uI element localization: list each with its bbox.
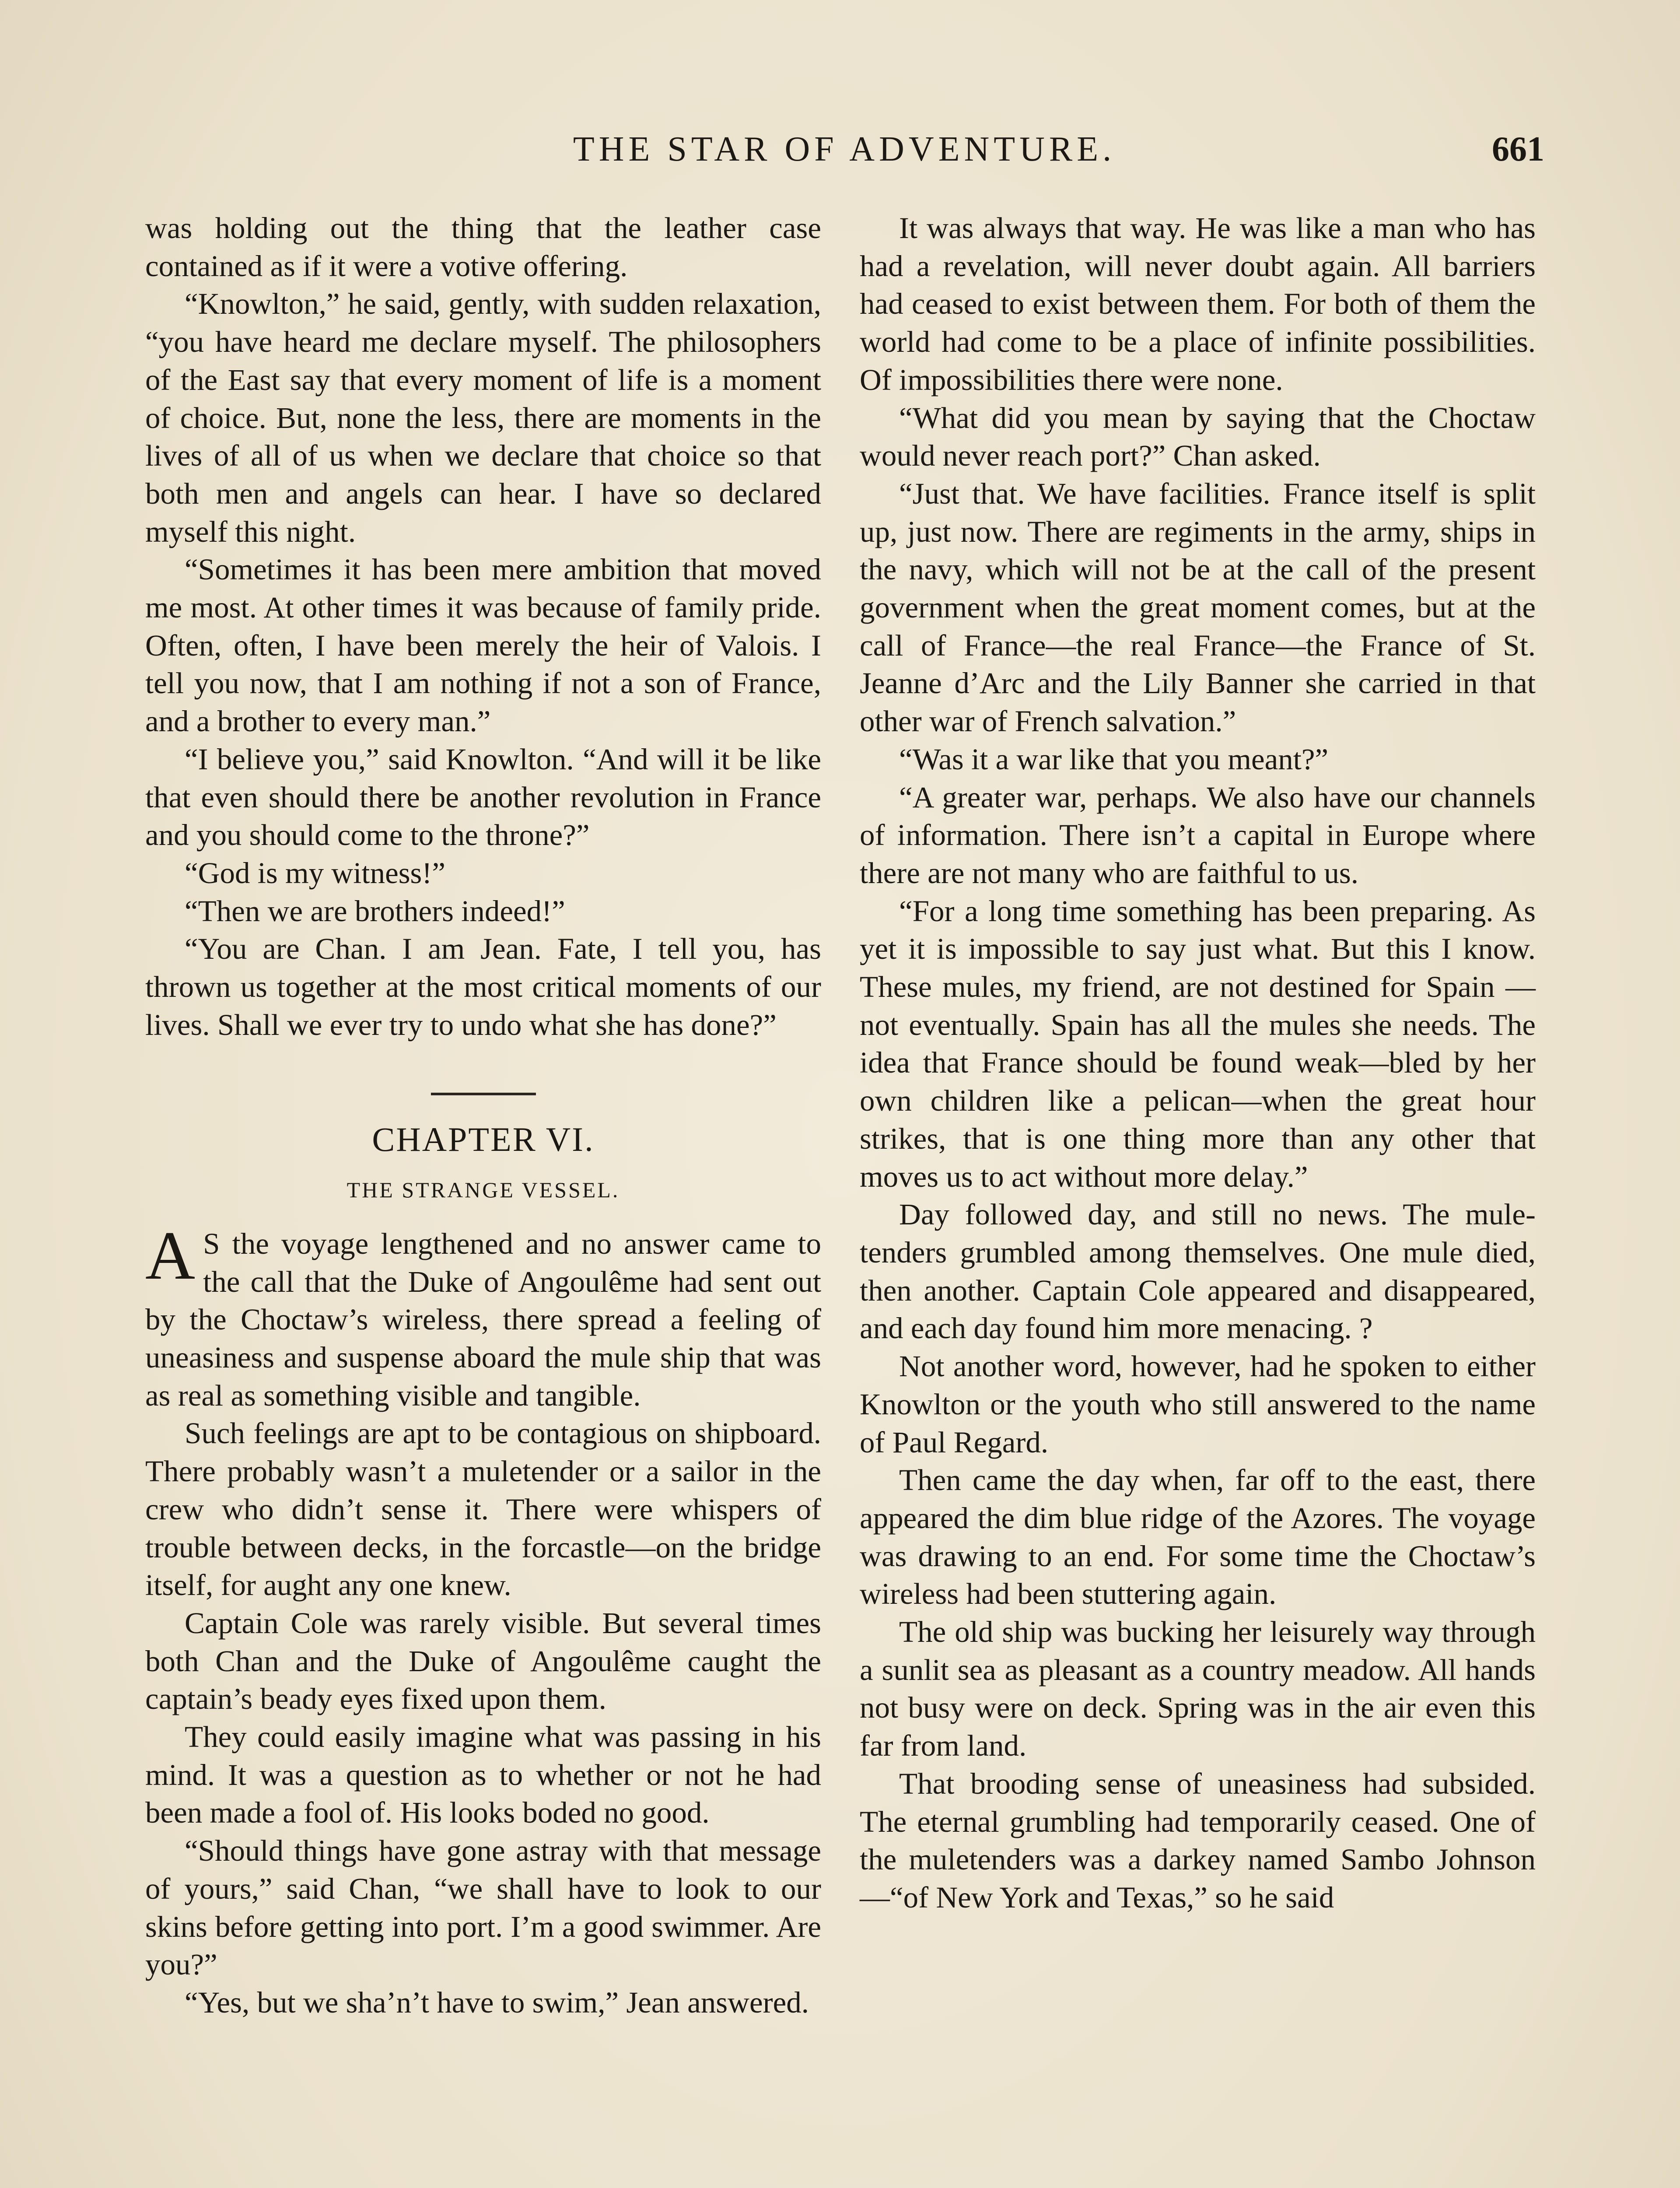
left-column — [145, 209, 821, 2022]
paragraph: Captain Cole was rarely visible. But several times both Chan and the Duke of Angoulême caught the captain’s beady eyes fixed upon them. — [145, 1606, 821, 1716]
paragraph: “For a long time something has been preparing. As yet it is impossible to say just what. But this I know. These mules, my friend, are not destined for Spain — not eventually. Spain has all the mules she needs. The idea that France should be found weak—bled by her own children like a pelican—when the great hour strikes, that is one thing more than any other that moves us to act without more delay.” — [860, 894, 1536, 1193]
paragraph: They could easily imagine what was passing in his mind. It was a question as to whether or not he had been made a fool of. His looks boded no good. — [145, 1720, 821, 1830]
paragraph: Such feelings are apt to be contagious on shipboard. There probably wasn’t a muletender or a sailor in the crew who didn’t sense it. There were whispers of trouble between decks, in the forcastle—on the bridge itself, for aught any one knew. — [145, 1417, 821, 1602]
paragraph: “Just that. We have facilities. France itself is split up, just now. There are regiments in the army, ships in the navy, which will not be at the call of the present government when the great moment comes, but at the call of France—the real France—the France of St. Jeanne d’Arc and the Lily Banner she carried in that other war of French salvation.” — [860, 477, 1536, 738]
paragraph: Not another word, however, had he spoken to either Knowlton or the youth who still answered to the name of Paul Regard. — [860, 1350, 1536, 1459]
paragraph: The old ship was bucking her leisurely way through a sunlit sea as pleasant as a country meadow. All hands not busy were on deck. Spring was in the air even this far from land. — [860, 1615, 1536, 1763]
paragraph: “Then we are brothers indeed!” — [185, 894, 565, 928]
chapter-opening-paragraph — [145, 1217, 821, 1415]
paragraph: “Should things have gone astray with that message of yours,” said Chan, “we shall have to look to our skins before getting into port. I’m a good swimmer. Are you?” — [145, 1834, 821, 1981]
chapter-subtitle: THE STRANGE VESSEL. — [346, 1178, 620, 1203]
page-header — [144, 130, 1544, 178]
paragraph: “What did you mean by saying that the Choctaw would never reach port?” Chan asked. — [860, 401, 1536, 473]
paragraph: “Knowlton,” he said, gently, with sudden relaxation, “you have heard me declare myself. The philosophers of the East say that every moment of life is a moment of choice. But, none the less, there are moments in the lives of all of us when we declare that choice so that both men and angels can hear. I have so declared myself this night. — [145, 287, 821, 548]
paragraph: “I believe you,” said Knowlton. “And will it be like that even should there be another revolution in France and you should come to the throne?” — [145, 742, 821, 852]
opening-text: S the voyage lengthened and no answer came to the call that the Duke of Angoulême had sent out by the Choctaw’s wireless, there spread a feeling of uneasiness and suspense aboard the mule ship that was as real as something visible and tangible. — [145, 1227, 821, 1412]
page-number: 661 — [1492, 130, 1544, 168]
paragraph: “Yes, but we sha’n’t have to swim,” Jean answered. — [185, 1985, 809, 2019]
paragraph: That brooding sense of uneasiness had subsided. The eternal grumbling had temporarily ceased. One of the muletenders was a darkey named Sambo Johnson—“of New York and Texas,” so he said — [860, 1767, 1536, 1914]
paragraph: “Was it a war like that you meant?” — [899, 742, 1329, 776]
paragraph: “A greater war, perhaps. We also have our channels of information. There isn’t a capital in Europe where there are not many who are faithful to us. — [860, 780, 1536, 890]
paragraph: “God is my witness!” — [185, 856, 446, 890]
drop-cap: A — [145, 1217, 196, 1294]
chapter-title: CHAPTER VI. — [372, 1120, 595, 1159]
running-title: THE STAR OF ADVENTURE. — [573, 130, 1116, 168]
paragraph: “You are Chan. I am Jean. Fate, I tell you, has thrown us together at the most critical moments of our lives. Shall we ever try to undo what she has done?” — [145, 932, 821, 1041]
paragraph: Day followed day, and still no news. The mule-tenders grumbled among themselves. One mule died, then another. Captain Cole appeared and disappeared, and each day found him more menacing. ? — [860, 1198, 1536, 1345]
paragraph: Then came the day when, far off to the east, there appeared the dim blue ridge of the Azores. The voyage was drawing to an end. For some time the Choctaw’s wireless had been stuttering again. — [860, 1463, 1536, 1611]
paragraph: was holding out the thing that the leather case contained as if it were a votive offering. — [145, 211, 821, 283]
section-divider — [431, 1093, 536, 1095]
paragraph: It was always that way. He was like a man who has had a revelation, will never doubt again. All barriers had ceased to exist between them. For both of them the world had come to be a place of infinite possibilities. Of impossibilities there were none. — [860, 211, 1536, 396]
right-column — [860, 209, 1536, 1917]
paragraph: “Sometimes it has been mere ambition that moved me most. At other times it was because of family pride. Often, often, I have been merely the heir of Valois. I tell you now, that I am nothing if not a son of France, and a brother to every man.” — [145, 553, 821, 738]
